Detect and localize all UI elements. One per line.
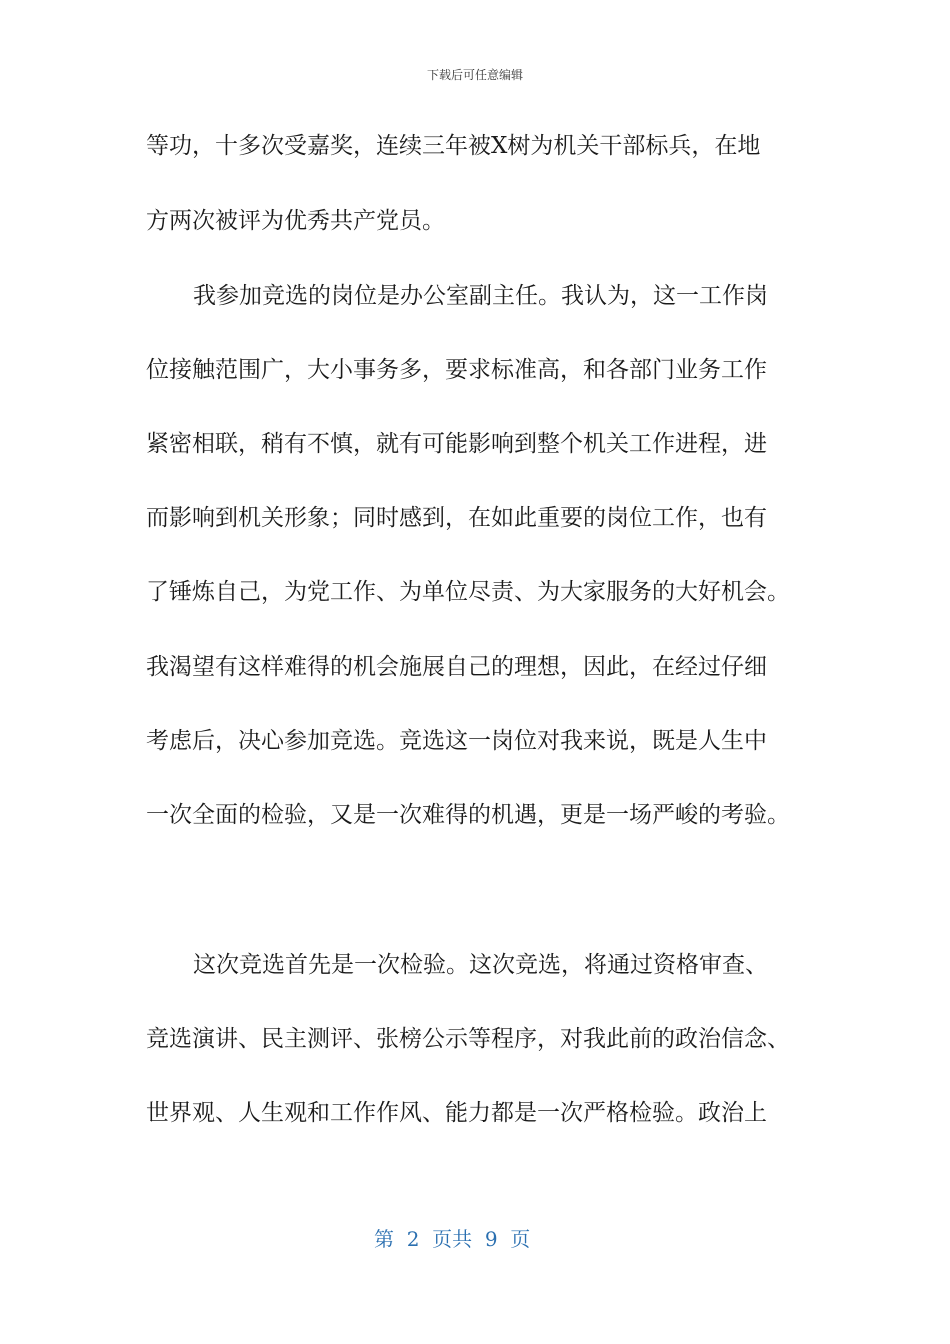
body-line: 我渴望有这样难得的机会施展自己的理想，因此，在经过仔细	[146, 654, 767, 680]
body-line: 位接触范围广，大小事务多，要求标准高，和各部门业务工作	[146, 357, 767, 383]
page-header: 下载后可任意编辑	[426, 68, 523, 82]
body-line: 方两次被评为优秀共产党员。	[146, 208, 445, 234]
body-line: 一次全面的检验，又是一次难得的机遇，更是一场严峻的考验。	[146, 802, 790, 828]
paragraph-first-line: 我参加竞选的岗位是办公室副主任。我认为，这一工作岗	[193, 283, 768, 309]
body-line: 等功，十多次受嘉奖，连续三年被X树为机关干部标兵，在地	[146, 133, 761, 159]
page-number-footer: 第 2 页共 9 页	[374, 1227, 531, 1251]
body-line: 世界观、人生观和工作作风、能力都是一次严格检验。政治上	[146, 1100, 767, 1126]
body-line: 了锤炼自己，为党工作、为单位尽责、为大家服务的大好机会。	[146, 579, 790, 605]
body-line: 紧密相联，稍有不慎，就有可能影响到整个机关工作进程，进	[146, 431, 767, 457]
body-line: 竞选演讲、民主测评、张榜公示等程序，对我此前的政治信念、	[146, 1026, 790, 1052]
body-line: 考虑后，决心参加竞选。竞选这一岗位对我来说，既是人生中	[146, 728, 767, 754]
paragraph-first-line: 这次竞选首先是一次检验。这次竞选，将通过资格审查、	[193, 952, 768, 978]
body-line: 而影响到机关形象；同时感到，在如此重要的岗位工作，也有	[146, 505, 767, 531]
